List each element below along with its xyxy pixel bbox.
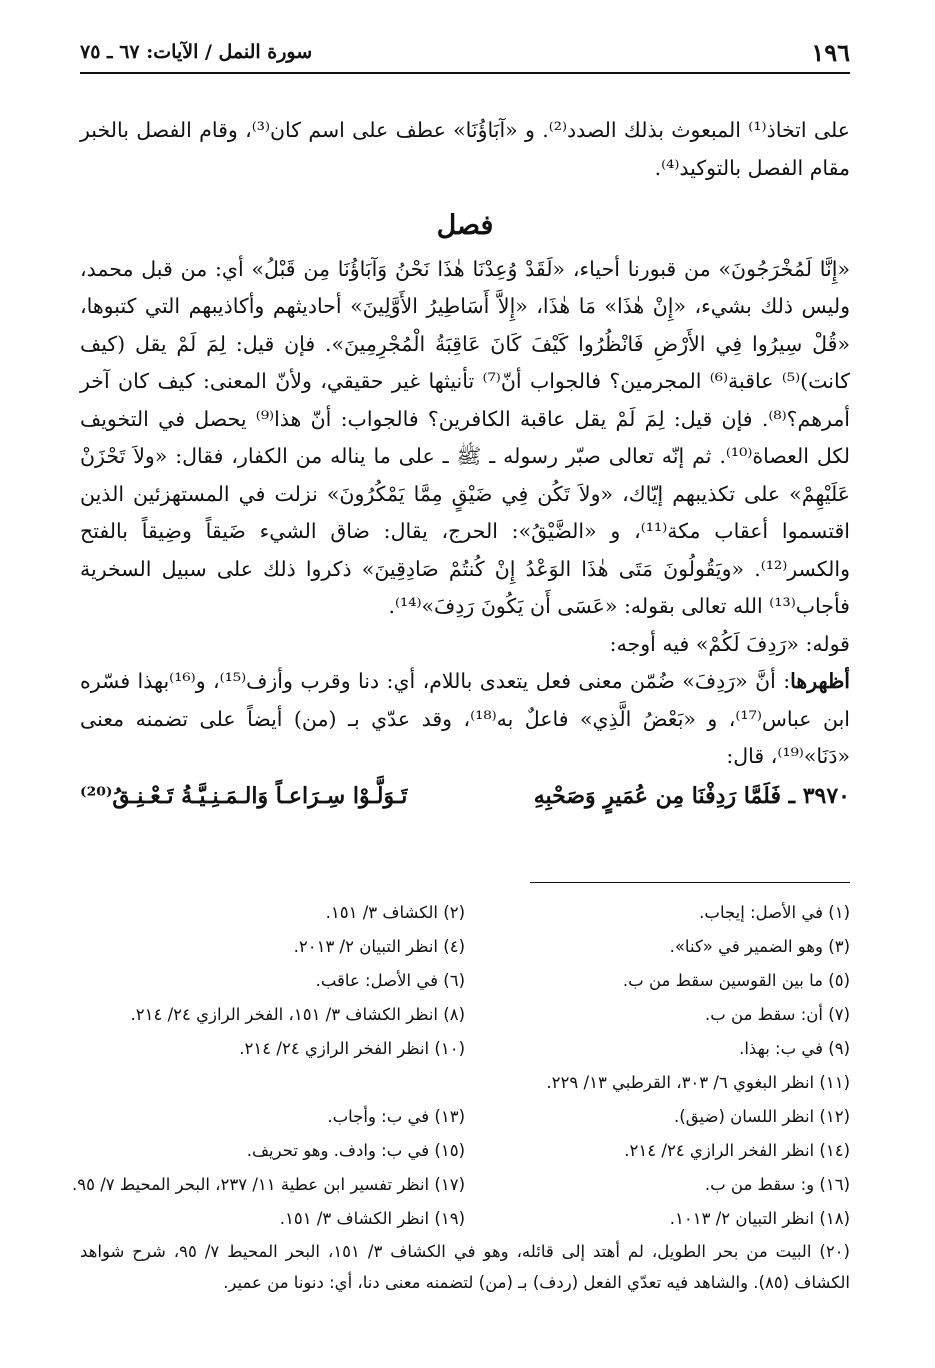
running-title: سورة النمل / الآيات: ٦٧ ـ ٧٥: [80, 41, 313, 63]
main-text: [80, 112, 850, 815]
footnote: (٤) انظر التبيان ٢/ ٢٠١٣.: [293, 937, 465, 956]
paragraph-4-lead: أظهرها: [790, 669, 850, 693]
footnote: (١٥) في ب: وادف. وهو تحريف.: [246, 1141, 465, 1160]
verse-second-hemistich: تَـوَلَّـوْا سِـرَاعـاً وَالـمَـنِـيَّـةُ تَـعْـنِـقُ⁽²⁰⁾: [80, 782, 408, 809]
footnote: (١١) انظر البغوي ٦/ ٣٠٣، القرطبي ١٣/ ٢٢٩.: [546, 1073, 850, 1092]
footnote: (٧) أن: سقط من ب.: [704, 1005, 850, 1024]
footnote-row: [80, 998, 850, 1032]
paragraph-1: على اتخاذ⁽¹⁾ المبعوث بذلك الصدد⁽²⁾. و «آبَاؤُنَا» عطف على اسم كان⁽³⁾، وقام الفصل بالخبر مقام الفصل بالتوكيد⁽⁴⁾.: [80, 118, 850, 180]
footnote: (٥) ما بين القوسين سقط من ب.: [622, 971, 850, 990]
footnote-20: (٢٠) البيت من بحر الطويل، لم أهتد إلى قائله، وهو في الكشاف ٣/ ١٥١، البحر المحيط ٧/ ٩٥، شرح شواهد الكشاف (٨٥). والشاهد فيه تعدّي الفعل (ردف) بـ (من) لتضمنه معنى دنا، أي: دنونا من عمير.: [80, 1242, 850, 1292]
footnote-row: [80, 1066, 850, 1100]
verse-first-hemistich: ٣٩٧٠ ـ فَلَمَّا رَدِفْنَا مِن عُمَيرٍ وَصَحْبِهِ: [533, 782, 850, 809]
footnote: (٣) وهو الضمير في «كنا».: [669, 937, 850, 956]
footnote-row: [80, 896, 850, 930]
footnote-row: [80, 1202, 850, 1236]
footnote: (٢) الكشاف ٣/ ١٥١.: [325, 903, 465, 922]
footnote-row: [71, 1168, 850, 1202]
header-rule: [80, 72, 850, 74]
paragraph-2: «إِنَّا لَمُخْرَجُونَ» من قبورنا أحياء، «لَقَدْ وُعِدْنَا هٰذَا نَحْنُ وَآبَاؤُنَا مِن قَبْلُ» أي: من قبل محمد، وليس ذلك بشيء، «إِنْ هٰذَا» مَا هٰذَا، «إِلاَّ أَسَاطِيرُ الأَوَّلِينَ» أحاديثهم وأكاذيبهم التي كتبوها، «قُلْ سِيرُوا فِي الأَرْضِ فَانْظُرُوا كَيْفَ كَانَ عَاقِبَةُ الْمُجْرِمِينَ». فإن قيل: لِمَ لَمْ يقل (كيف كانت)⁽⁵⁾ عاقبة⁽⁶⁾ المجرمين؟ فالجواب أنّ⁽⁷⁾ تأنيثها غير حقيقي، ولأنّ المعنى: كيف كان آخر أمرهم؟⁽⁸⁾. فإن قيل: لِمَ لَمْ يقل عاقبة الكافرين؟ فالجواب: أنّ هذا⁽⁹⁾ يحصل في التخويف لكل العصاة⁽¹⁰⁾. ثم إنّه تعالى صبّر رسوله ـ ﷺ ـ على ما يناله من الكفار، فقال: «ولاَ تَحْزَنْ عَلَيْهِمْ» على تكذيبهم إيّاك، «ولاَ تَكُن فِي ضَيْقٍ مِمَّا يَمْكُرُونَ» نزلت في المستهزئين الذين اقتسموا أعقاب مكة⁽¹¹⁾، و «الضَّيْقُ»: الحرج، يقال: ضاق الشيء ضَيقاً وضِيقاً بالفتح والكسر⁽¹²⁾. «ويَقُولُونَ مَتَى هٰذَا الوَعْدُ إِنْ كُنتُمْ صَادِقِينَ» ذكروا ذلك على سبيل السخرية فأجاب⁽¹³⁾ الله تعالى بقوله: «عَسَى أَن يَكُونَ رَدِفَ»⁽¹⁴⁾.: [80, 256, 851, 618]
footnote: (٩) في ب: بهذا.: [739, 1039, 850, 1058]
footnote: (١) في الأصل: إيجاب.: [699, 903, 850, 922]
footnote-row: [80, 964, 850, 998]
section-heading: فصل: [436, 210, 494, 241]
footnote-row: [80, 1100, 850, 1134]
footnote-row: [80, 1032, 850, 1066]
footnote: (١٢) انظر اللسان (ضيق).: [674, 1107, 850, 1126]
footnote: (٨) انظر الكشاف ٣/ ١٥١، الفخر الرازي ٢٤/ ٢١٤.: [130, 1005, 465, 1024]
footnote: (١٨) انظر التبيان ٢/ ١٠١٣.: [669, 1209, 850, 1228]
footnote: (١٦) و: سقط من ب.: [704, 1175, 850, 1194]
paragraph-3: قوله: «رَدِفَ لَكُمْ» فيه أوجه:: [609, 631, 850, 656]
footnote: (١٧) انظر تفسير ابن عطية ١١/ ٢٣٧، البحر المحيط ٧/ ٩٥.: [71, 1175, 465, 1194]
poem-verse: [80, 778, 850, 816]
footnote: (١٩) انظر الكشاف ٣/ ١٥١.: [279, 1209, 465, 1228]
footnote: (١٤) انظر الفخر الرازي ٢٤/ ٢١٤.: [624, 1141, 850, 1160]
footnotes-rule: [530, 882, 850, 883]
footnote: (١٠) انظر الفخر الرازي ٢٤/ ٢١٤.: [239, 1039, 465, 1058]
footnote-row: [80, 930, 850, 964]
page-header: [80, 38, 850, 72]
footnotes: [71, 896, 850, 1298]
page-number: ١٩٦: [811, 38, 850, 67]
paragraph-4: [80, 663, 850, 776]
footnote: (١٣) في ب: وأجاب.: [327, 1107, 465, 1126]
footnote: (٦) في الأصل: عاقب.: [315, 971, 465, 990]
paragraph-4-text: : أنَّ «رَدِفَ» ضُمّن معنى فعل يتعدى باللام، أي: دنا وقرب وأزف⁽¹⁵⁾، و⁽¹⁶⁾بهذا فسّره ابن عباس⁽¹⁷⁾، و «بَعْضُ الَّذِي» فاعلٌ به⁽¹⁸⁾، وقد عدّي بـ (من) أيضاً على تضمنه معنى «دَنَا»⁽¹⁹⁾، قال:: [80, 669, 850, 768]
footnote-row: [80, 1134, 850, 1168]
